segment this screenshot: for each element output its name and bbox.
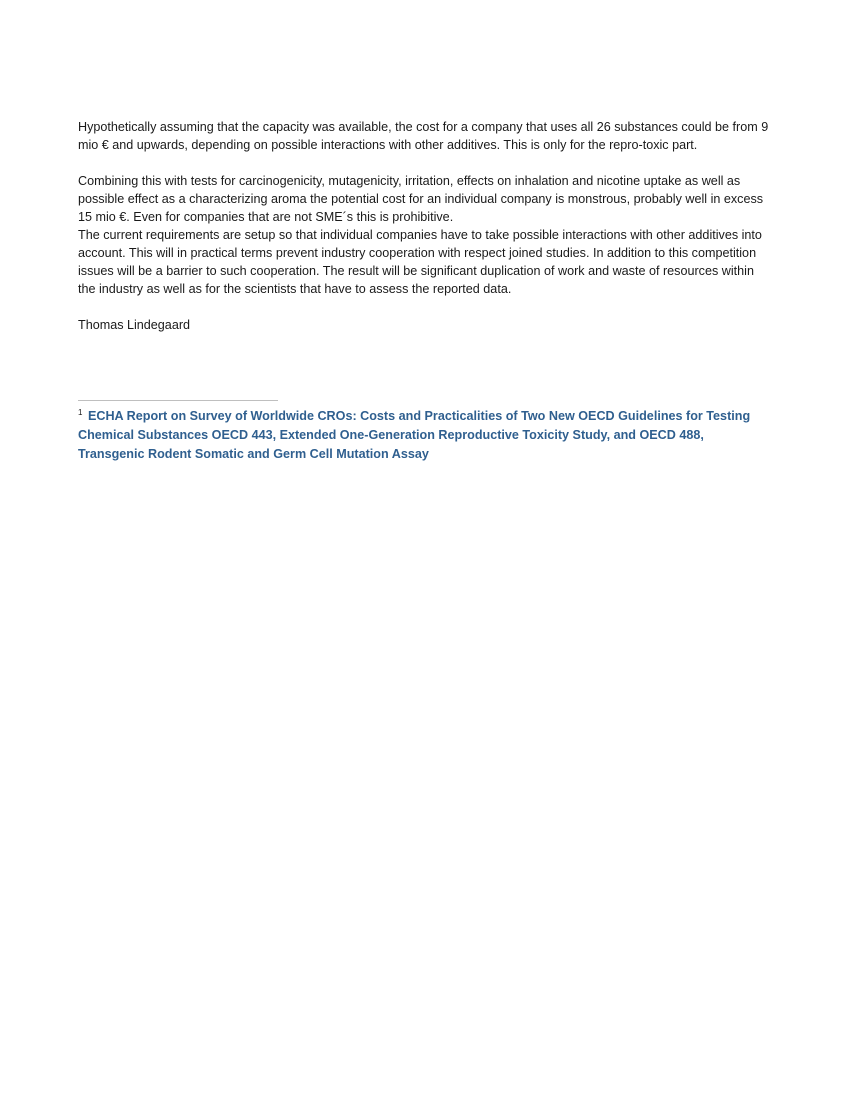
- paragraph-spacer: [78, 154, 773, 172]
- footnote: [78, 407, 773, 464]
- footnote-reference-link[interactable]: ECHA Report on Survey of Worldwide CROs: Costs and Practicalities of Two New OECD Guidelines for Testing Chemical Substances OECD 443, Extended One-Generation Reproductive Toxicity Study, and OECD 488, Transgenic Rodent Somatic and Germ Cell Mutation Assay: [78, 409, 751, 461]
- paragraph-combined-tests: Combining this with tests for carcinogenicity, mutagenicity, irritation, effects on inhalation and nicotine uptake as well as possible effect as a characterizing aroma the potential cost for an individual company is monstrous, probably well in excess 15 mio €. Even for companies that are not SME´s this is prohibitive.: [78, 174, 764, 224]
- footnote-separator: [78, 400, 278, 401]
- paragraph-current-requirements: The current requirements are setup so that individual companies have to take possible interactions with other additives into account. This will in practical terms prevent industry cooperation with respect joined studies. In addition to this competition issues will be a barrier to such cooperation. The result will be significant duplication of work and waste of resources within the industry as well as for the scientists that have to assess the reported data.: [78, 228, 762, 296]
- document-body: [78, 118, 773, 334]
- signature: Thomas Lindegaard: [78, 318, 191, 332]
- paragraph-cost-estimate: Hypothetically assuming that the capacity was available, the cost for a company that uses all 26 substances could be from 9 mio € and upwards, depending on possible interactions with other additives. This is only for the repro-toxic part.: [78, 120, 769, 152]
- footnote-marker: 1: [78, 407, 83, 417]
